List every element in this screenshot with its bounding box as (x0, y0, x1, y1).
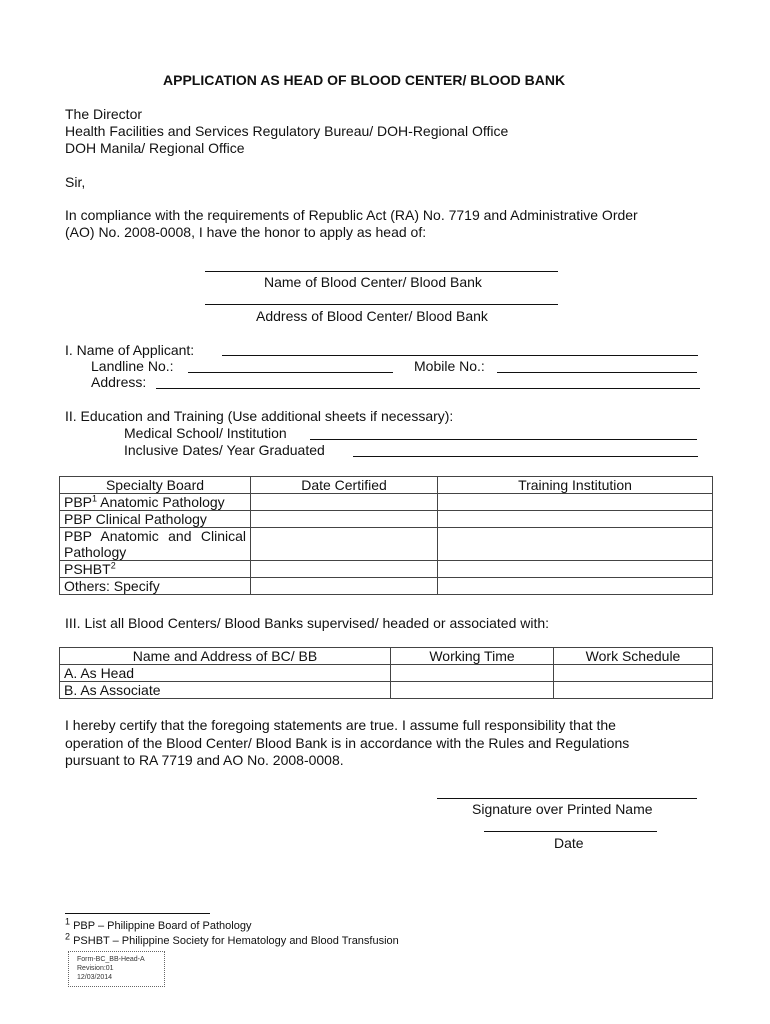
specialty-cell: PBP Anatomic and Clinical Pathology (60, 528, 251, 561)
inclusive-dates-field[interactable] (353, 456, 698, 457)
bc-name-cell[interactable]: B. As Associate (60, 682, 391, 699)
col-header-working-time: Working Time (391, 648, 554, 665)
certification-line-3: pursuant to RA 7719 and AO No. 2008-0008. (65, 752, 344, 768)
applicant-name-label: I. Name of Applicant: (65, 342, 195, 358)
footnote-1: $^1$ PBP – Philippine Board of Pathology (65, 916, 252, 932)
training-institution-cell[interactable] (438, 528, 713, 561)
addressee-line-3: DOH Manila/ Regional Office (65, 140, 245, 156)
col-header-work-schedule: Work Schedule (554, 648, 713, 665)
salutation: Sir, (65, 174, 86, 190)
date-label: Date (554, 835, 584, 851)
work-schedule-cell[interactable] (554, 665, 713, 682)
date-certified-cell[interactable] (251, 578, 438, 595)
col-header-name-address: Name and Address of BC/ BB (60, 648, 391, 665)
specialty-board-table (59, 476, 713, 595)
form-code-box (68, 951, 165, 987)
address-label: Address: (91, 374, 147, 390)
col-header-specialty-board: Specialty Board (60, 477, 251, 494)
blood-centers-table (59, 647, 713, 699)
training-institution-cell[interactable] (438, 578, 713, 595)
date-certified-cell[interactable] (251, 494, 438, 511)
table-header-row (60, 648, 713, 665)
bc-name-cell[interactable]: A. As Head (60, 665, 391, 682)
specialty-cell: PSHBT$^2$ (60, 561, 251, 578)
signature-label: Signature over Printed Name (472, 801, 653, 817)
table-row (60, 494, 713, 511)
footnote-divider (65, 913, 210, 914)
specialty-cell: PBP$^1$ Anatomic Pathology (60, 494, 251, 511)
footnote-2: $^2$ PSHBT – Philippine Society for Hematology and Blood Transfusion (65, 931, 399, 947)
mobile-field[interactable] (497, 372, 697, 373)
specialty-cell: PBP Clinical Pathology (60, 511, 251, 528)
table-row (60, 665, 713, 682)
form-date: 12/03/2014 (77, 974, 113, 981)
intro-line-1: In compliance with the requirements of Republic Act (RA) No. 7719 and Administrative Order (65, 207, 638, 223)
date-certified-cell[interactable] (251, 528, 438, 561)
education-heading: II. Education and Training (Use additional sheets if necessary): (65, 408, 454, 424)
col-header-training-institution: Training Institution (438, 477, 713, 494)
table-row (60, 578, 713, 595)
center-name-label: Name of Blood Center/ Blood Bank (264, 274, 482, 290)
training-institution-cell[interactable] (438, 561, 713, 578)
training-institution-cell[interactable] (438, 494, 713, 511)
addressee-line-2: Health Facilities and Services Regulatory Bureau/ DOH-Regional Office (65, 123, 509, 139)
working-time-cell[interactable] (391, 665, 554, 682)
addressee-line-1: The Director (65, 106, 143, 122)
intro-line-2: (AO) No. 2008-0008, I have the honor to apply as head of: (65, 224, 427, 240)
landline-label: Landline No.: (91, 358, 174, 374)
center-address-label: Address of Blood Center/ Blood Bank (256, 308, 488, 324)
applicant-name-field[interactable] (222, 355, 698, 356)
certification-line-1: I hereby certify that the foregoing statements are true. I assume full responsibility that the (65, 717, 616, 733)
medical-school-field[interactable] (310, 439, 697, 440)
mobile-label: Mobile No.: (414, 358, 485, 374)
col-header-date-certified: Date Certified (251, 477, 438, 494)
table-row (60, 682, 713, 699)
specialty-cell: Others: Specify (60, 578, 251, 595)
work-schedule-cell[interactable] (554, 682, 713, 699)
landline-field[interactable] (188, 372, 393, 373)
center-name-field[interactable] (205, 271, 558, 272)
certification-line-2: operation of the Blood Center/ Blood Bank is in accordance with the Rules and Regulations (65, 735, 630, 751)
training-institution-cell[interactable] (438, 511, 713, 528)
working-time-cell[interactable] (391, 682, 554, 699)
form-revision: Revision:01 (77, 965, 114, 972)
signature-field[interactable] (437, 798, 697, 799)
blood-centers-heading: III. List all Blood Centers/ Blood Banks supervised/ headed or associated with: (65, 615, 550, 631)
date-certified-cell[interactable] (251, 511, 438, 528)
medical-school-label: Medical School/ Institution (124, 425, 287, 441)
inclusive-dates-label: Inclusive Dates/ Year Graduated (124, 442, 325, 458)
date-certified-cell[interactable] (251, 561, 438, 578)
form-code: Form-BC_BB-Head-A (77, 956, 145, 963)
page-title: APPLICATION AS HEAD OF BLOOD CENTER/ BLOOD BANK (163, 72, 566, 88)
center-address-field[interactable] (205, 304, 558, 305)
table-row (60, 561, 713, 578)
table-row (60, 528, 713, 561)
address-field[interactable] (156, 388, 700, 389)
date-field[interactable] (484, 831, 657, 832)
table-header-row (60, 477, 713, 494)
table-row (60, 511, 713, 528)
